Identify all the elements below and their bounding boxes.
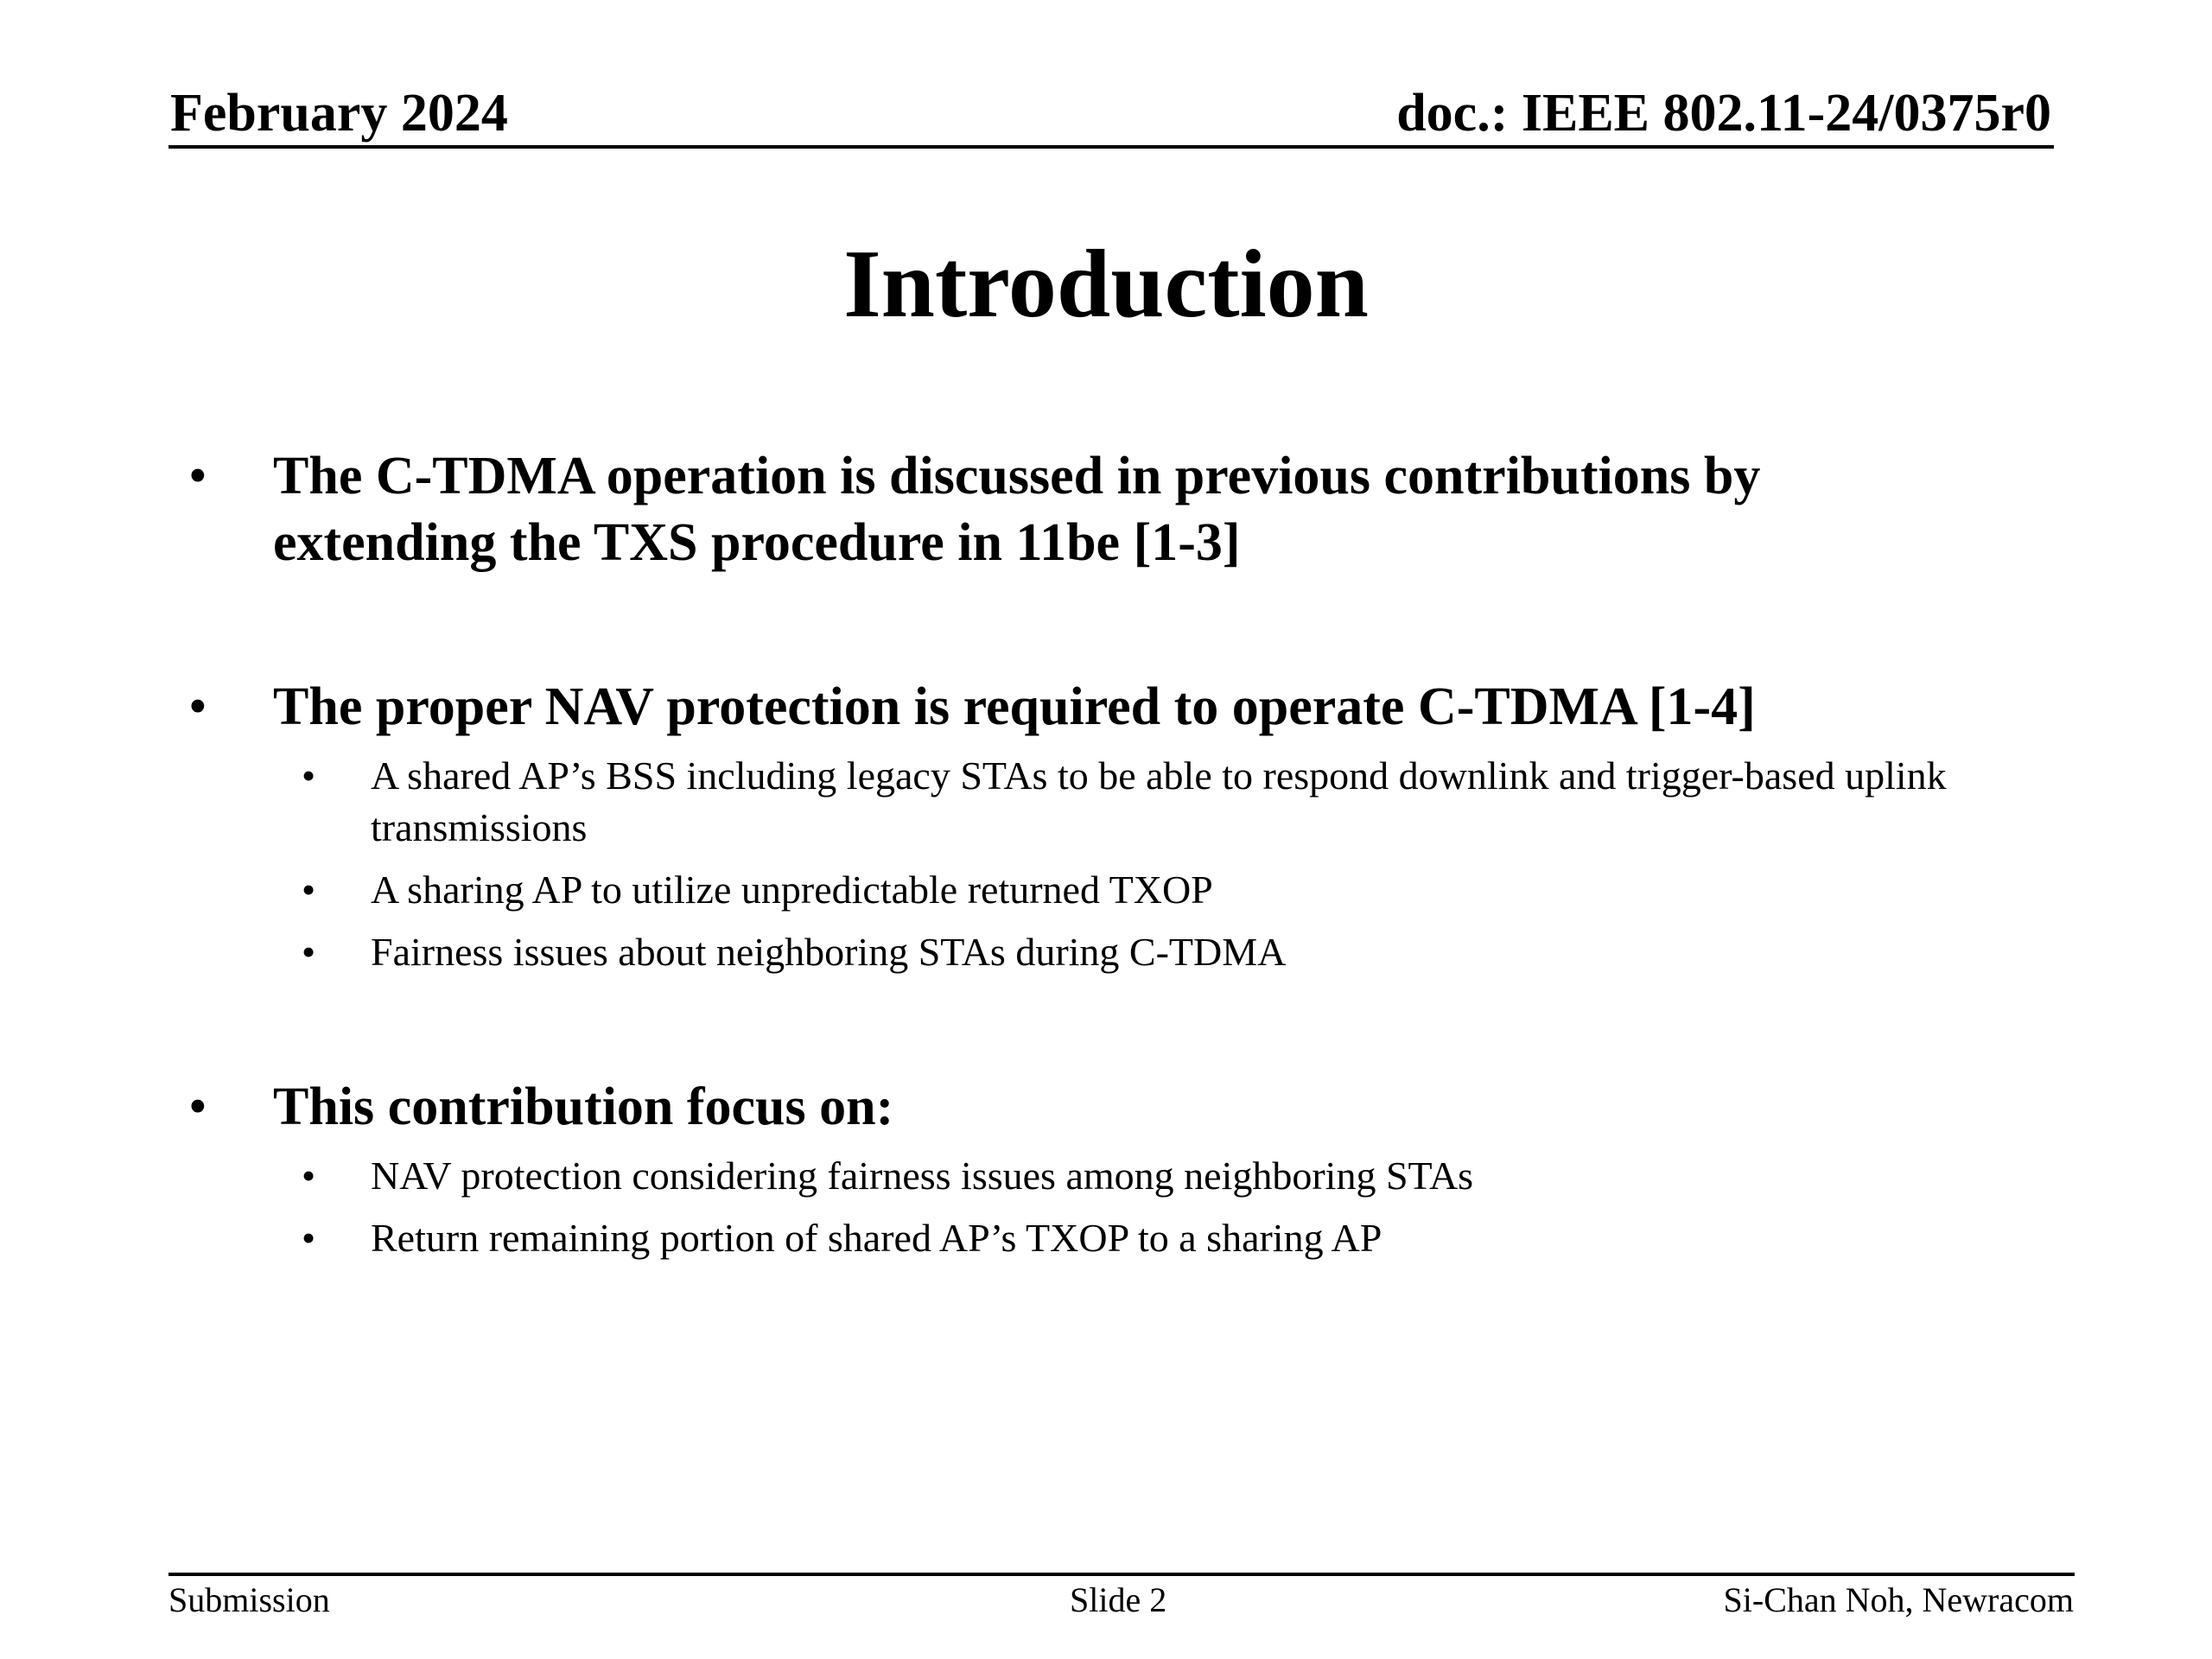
bullet-text: This contribution focus on: (273, 1077, 894, 1136)
footer-author: Si-Chan Noh, Newracom (1723, 1580, 2074, 1619)
footer-submission: Submission (168, 1580, 330, 1619)
sub-bullet-item (302, 926, 2004, 978)
sub-bullet-text: Return remaining portion of shared AP’s TXOP to a sharing AP (371, 1216, 1382, 1260)
slide-title: Introduction (843, 231, 1369, 338)
sub-bullet-text: NAV protection considering fairness issues among neighboring STAs (371, 1154, 1474, 1198)
bullet-icon: • (188, 677, 207, 736)
sub-bullet-text: A sharing AP to utilize unpredictable returned TXOP (371, 868, 1213, 912)
header-doc-id: doc.: IEEE 802.11-24/0375r0 (1396, 84, 2051, 143)
sub-bullet-text: Fairness issues about neighboring STAs during C-TDMA (371, 930, 1287, 974)
footer-divider (168, 1573, 2075, 1576)
bullet-icon: • (188, 447, 207, 505)
sub-bullet-item (302, 864, 2004, 916)
sub-bullet-icon: • (302, 1216, 316, 1260)
bullet-text: The C-TDMA operation is discussed in previous contributions by extending the TXS procedure in 11be [1-3] (273, 447, 1761, 572)
sub-bullet-item (302, 750, 2004, 854)
sub-bullet-icon: • (302, 930, 316, 974)
bullet-item (188, 674, 2088, 741)
bullet-item (188, 1074, 1915, 1141)
sub-bullet-icon: • (302, 753, 316, 798)
header-divider (168, 145, 2054, 149)
sub-bullet-item (302, 1212, 2004, 1264)
bullet-text: The proper NAV protection is required to operate C-TDMA [1-4] (273, 677, 1756, 736)
sub-bullet-item (302, 1150, 2004, 1202)
header-date: February 2024 (170, 84, 508, 143)
bullet-icon: • (188, 1077, 207, 1136)
bullet-item (188, 443, 1915, 576)
sub-bullet-text: A shared AP’s BSS including legacy STAs to be able to respond downlink and trigger-based uplink transmissions (371, 753, 1947, 849)
sub-bullet-icon: • (302, 868, 316, 912)
footer-slide-number: Slide 2 (1070, 1580, 1167, 1619)
sub-bullet-icon: • (302, 1154, 316, 1198)
